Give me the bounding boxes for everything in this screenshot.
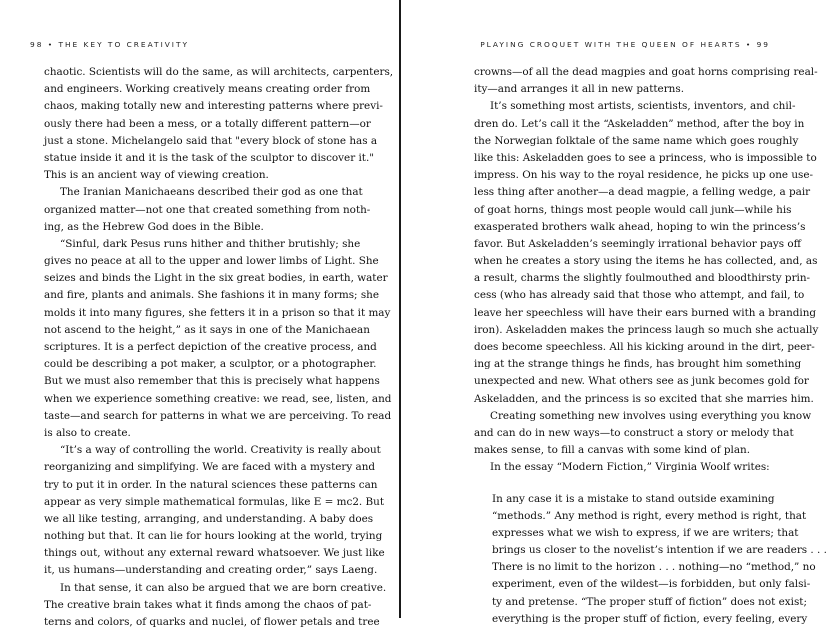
text-line: Creating something new involves using everything you know xyxy=(490,409,812,422)
text-line: impress. On his way to the royal residence, he picks up one use- xyxy=(474,169,814,182)
right-running-head: PLAYING CROQUET WITH THE QUEEN OF HEARTS • 99 xyxy=(480,40,770,49)
left-running-head: 98 • THE KEY TO CREATIVITY xyxy=(30,40,190,49)
quote-line: everything is the proper stuff of fiction, every feeling, every xyxy=(492,612,808,625)
text-line: the Norwegian folktale of the same name which goes roughly xyxy=(474,134,799,147)
text-line: The creative brain takes what it finds among the chaos of pat- xyxy=(44,598,372,611)
quote-line: There is no limit to the horizon . . . nothing—no “method,” no xyxy=(492,561,816,574)
text-line: ing at the strange things he finds, has brought him something xyxy=(474,358,802,371)
text-line: does become speechless. All his kicking around in the dirt, peer- xyxy=(474,341,815,353)
right-main-text xyxy=(474,64,819,477)
text-line: gives no peace at all to the upper and lower limbs of Light. She xyxy=(44,255,379,268)
text-line: chaos, making totally new and interesting patterns where previ- xyxy=(44,100,383,113)
text-line: cess (who has already said that those who attempt, and fail, to xyxy=(474,289,805,302)
text-line: organized matter—not one that created something from noth- xyxy=(44,203,371,216)
left-body-text xyxy=(44,64,394,631)
text-line: makes sense, to fill a canvas with some kind of plan. xyxy=(474,444,751,457)
text-line: ing, as the Hebrew God does in the Bible. xyxy=(44,220,264,233)
text-line: and can do in new ways—to construct a story or melody that xyxy=(474,426,794,439)
text-line: unexpected and new. What others see as junk becomes gold for xyxy=(474,375,809,388)
text-line: It’s something most artists, scientists, inventors, and chil- xyxy=(490,100,796,113)
text-line: ously there had been a mess, or a totally different pattern—or xyxy=(44,117,371,130)
text-line: chaotic. Scientists will do the same, as will architects, carpenters, xyxy=(44,66,394,78)
text-line: less thing after another—a dead magpie, a felling wedge, a pair xyxy=(474,186,811,199)
text-line: molds it into many figures, she fetters it in a prison so that it may xyxy=(44,306,391,319)
text-line: Askeladden, and the princess is so excited that she marries him. xyxy=(474,392,814,405)
right-body-text xyxy=(474,64,827,628)
right-page xyxy=(401,0,827,625)
text-line: favor. But Askeladden’s seemingly irrational behavior pays off xyxy=(474,237,802,250)
text-line: like this: Askeladden goes to see a princess, who is impossible to xyxy=(474,151,817,164)
quote-line: “methods.” Any method is right, every method is right, that xyxy=(492,509,807,522)
text-line: taste—and search for patterns in what we are perceiving. To read xyxy=(44,409,392,422)
text-line: iron). Askeladden makes the princess laugh so much she actually xyxy=(474,323,819,336)
text-line: when we experience something creative: we read, see, listen, and xyxy=(44,392,392,405)
text-line: a result, charms the slightly foulmouthed and bloodthirsty prin- xyxy=(474,272,811,285)
text-line: nothing but that. It can lie for hours looking at the world, trying xyxy=(44,530,383,543)
text-line: dren do. Let’s call it the “Askeladden” method, after the boy in xyxy=(474,117,805,130)
text-line: But we must also remember that this is precisely what happens xyxy=(44,375,380,388)
text-line: “Sinful, dark Pesus runs hither and thither brutishly; she xyxy=(60,237,361,250)
text-line: appear as very simple mathematical formulas, like E = mc2. But xyxy=(44,495,385,508)
text-line: reorganizing and simplifying. We are faced with a mystery and xyxy=(44,461,376,474)
block-quote xyxy=(474,491,827,629)
left-page xyxy=(0,0,399,628)
text-line: just a stone. Michelangelo said that "every block of stone has a xyxy=(44,134,378,147)
quote-line: In any case it is a mistake to stand outside examining xyxy=(492,492,775,505)
text-line: could be describing a pot maker, a sculptor, or a photographer. xyxy=(44,358,377,371)
text-line: when he creates a story using the items he has collected, and, as xyxy=(474,255,818,268)
text-line: not ascend to the height,” as it says in one of the Manichaean xyxy=(44,323,370,336)
text-line: ity—and arranges it all in new patterns. xyxy=(474,83,684,96)
text-line: “It’s a way of controlling the world. Creativity is really about xyxy=(60,444,381,457)
text-line: it, us humans—understanding and creating order,” says Laeng. xyxy=(44,564,378,577)
text-line: scriptures. It is a perfect depiction of the creative process, and xyxy=(44,341,377,353)
text-line: seizes and binds the Light in the six great bodies, in earth, water xyxy=(44,272,388,285)
text-line: This is an ancient way of viewing creation. xyxy=(44,169,269,182)
text-line: statue inside it and it is the task of the sculptor to discover it." xyxy=(44,151,375,164)
text-line: try to put it in order. In the natural sciences these patterns can xyxy=(44,478,378,491)
quote-line: experiment, even of the wildest—is forbidden, but only falsi- xyxy=(492,578,811,591)
text-line: crowns—of all the dead magpies and goat horns comprising real- xyxy=(474,66,818,78)
text-line: leave her speechless will have their ears burned with a branding xyxy=(474,306,817,319)
text-line: and engineers. Working creatively means creating order from xyxy=(44,83,371,96)
text-line: of goat horns, things most people would call junk—while his xyxy=(474,203,792,216)
text-line: In that sense, it can also be argued that we are born creative. xyxy=(60,581,387,594)
text-line: terns and colors, of quarks and nuclei, of flower petals and tree xyxy=(44,616,380,628)
quote-line: ty and pretense. “The proper stuff of fiction” does not exist; xyxy=(492,595,807,608)
quote-line: expresses what we wish to express, if we are writers; that xyxy=(492,526,799,539)
text-line: The Iranian Manichaeans described their god as one that xyxy=(60,186,363,199)
text-line: In the essay “Modern Fiction,” Virginia Woolf writes: xyxy=(490,461,770,474)
text-line: we all like testing, arranging, and understanding. A baby does xyxy=(44,512,374,525)
text-line: exasperated brothers walk ahead, hoping to win the princess’s xyxy=(474,220,806,233)
quote-line: brings us closer to the novelist’s intention if we are readers . . . xyxy=(492,544,827,557)
text-line: and fire, plants and animals. She fashions it in many forms; she xyxy=(44,289,380,302)
text-line: is also to create. xyxy=(44,426,131,439)
text-line: things out, without any external reward whatsoever. We just like xyxy=(44,547,385,560)
